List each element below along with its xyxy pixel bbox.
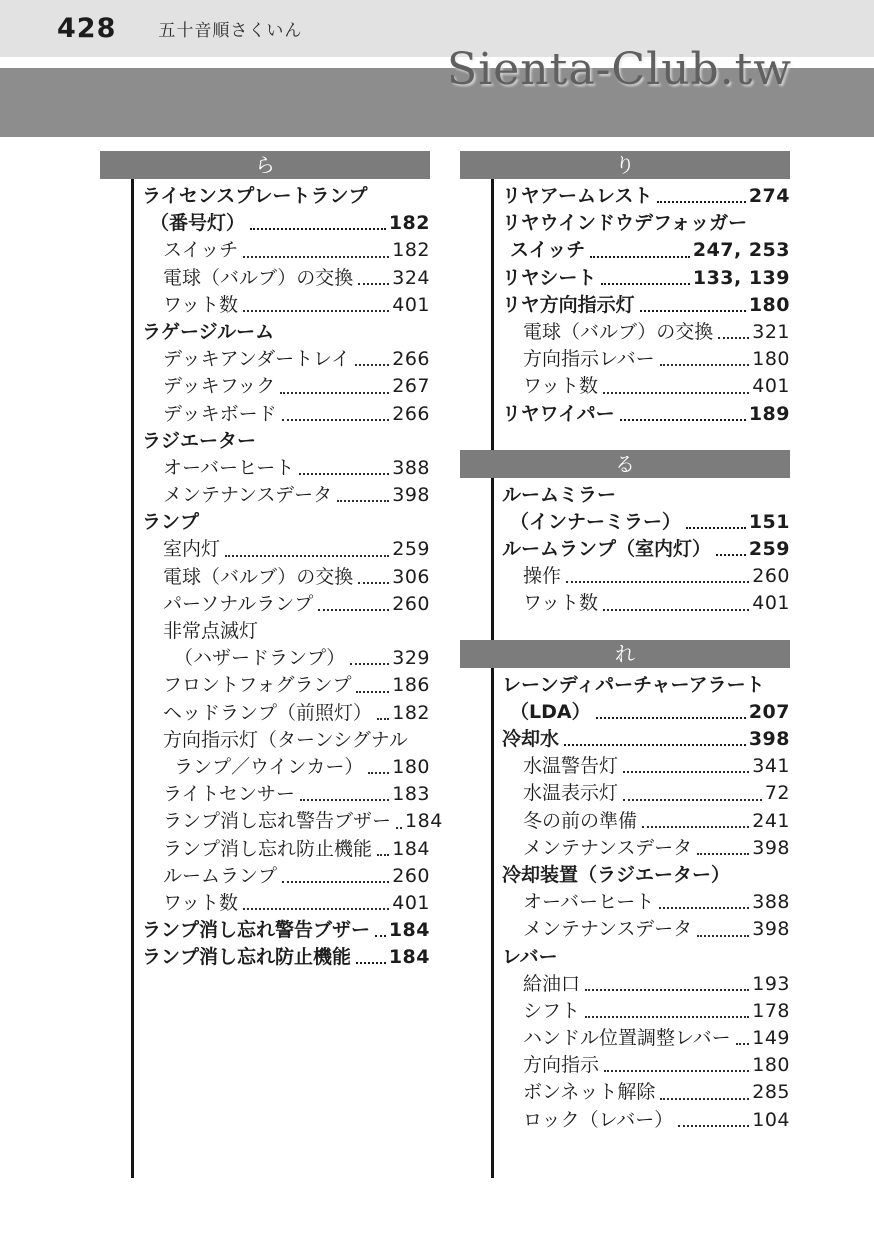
dot-leader [396, 827, 402, 829]
index-entry [100, 373, 430, 400]
dot-leader [585, 989, 749, 991]
dot-leader [604, 1070, 749, 1072]
entry-title: 水温表示灯 [523, 782, 619, 805]
dot-leader [358, 582, 389, 584]
entry-title: デッキフック [163, 375, 276, 398]
index-entry [100, 890, 430, 917]
index-entry [460, 672, 790, 699]
entry-page-number: 401 [752, 375, 790, 398]
entry-page-number: 241 [752, 809, 790, 832]
entry-title: （番号灯） [150, 212, 246, 235]
entry-title: 方向指示灯（ターンシグナル [163, 728, 408, 751]
entry-title: ランプ消し忘れ防止機能 [163, 837, 373, 860]
entry-page-number: 260 [752, 565, 790, 588]
dot-leader [355, 364, 389, 366]
index-entry [460, 183, 790, 210]
entry-title: 冬の前の準備 [523, 809, 638, 832]
dot-leader [642, 826, 749, 828]
index-entry [460, 862, 790, 889]
section-header-bar: る [460, 450, 790, 478]
section-header-bar: り [460, 151, 790, 179]
dot-leader [697, 935, 749, 937]
index-entry [460, 1079, 790, 1106]
dot-leader [243, 908, 389, 910]
index-entry [100, 428, 430, 455]
index-entry [460, 835, 790, 862]
entry-page-number: 285 [752, 1081, 790, 1104]
index-entry [100, 319, 430, 346]
entry-title: （LDA） [510, 700, 591, 723]
entry-list [460, 668, 790, 1134]
entry-title: スイッチ [510, 239, 586, 262]
entry-title: レーンディパーチャーアラート [502, 673, 765, 696]
entry-title: ラゲージルーム [142, 320, 275, 343]
entry-page-number: 266 [392, 348, 430, 371]
entry-title: ワット数 [163, 293, 239, 316]
entry-title: ランプ [142, 511, 200, 534]
index-entry [460, 726, 790, 753]
index-entry [460, 1025, 790, 1052]
entry-title: オーバーヒート [163, 456, 295, 479]
index-entry [460, 210, 790, 237]
entry-title: ヘッドランプ（前照灯） [163, 701, 373, 724]
dot-leader [620, 419, 746, 421]
entry-title: ランプ消し忘れ警告ブザー [142, 919, 371, 942]
entry-title: 冷却水 [502, 728, 560, 750]
entry-page-number: 193 [752, 972, 790, 995]
dot-leader [660, 1098, 749, 1100]
dot-leader [377, 718, 389, 720]
entry-page-number: 398 [752, 836, 790, 859]
entry-title: ワット数 [523, 592, 599, 615]
entry-list [460, 478, 790, 618]
entry-title: スイッチ [163, 239, 239, 262]
entry-title: メンテナンスデータ [523, 918, 693, 941]
index-entry [460, 998, 790, 1025]
dot-leader [356, 691, 389, 693]
dot-leader [623, 799, 762, 801]
dot-leader [585, 1016, 749, 1018]
entry-page-number: 398 [748, 728, 790, 750]
dot-leader [601, 283, 689, 285]
entry-title: メンテナンスデータ [523, 836, 693, 859]
index-entry [460, 699, 790, 726]
dot-leader [250, 228, 386, 230]
entry-title: 非常点滅灯 [163, 620, 259, 642]
entry-page-number: 398 [392, 484, 430, 507]
entry-title: メンテナンスデータ [163, 484, 333, 507]
index-entry [460, 753, 790, 780]
entry-page-number: 149 [752, 1027, 790, 1050]
index-entry [100, 292, 430, 319]
dot-leader [375, 935, 386, 937]
entry-title: デッキアンダートレイ [163, 348, 351, 371]
entry-page-number: 401 [752, 592, 790, 615]
index-entry [100, 754, 430, 781]
entry-title: リヤアームレスト [502, 185, 653, 207]
entry-page-number: 388 [752, 891, 790, 914]
index-entry [460, 265, 790, 292]
dot-leader [243, 310, 389, 312]
dot-leader [678, 1125, 749, 1127]
entry-title: ルームランプ（室内灯） [502, 538, 712, 561]
dot-leader [736, 1043, 750, 1045]
index-entry [460, 563, 790, 590]
entry-page-number: 151 [748, 510, 790, 533]
dot-leader [590, 256, 690, 258]
index-entry [100, 237, 430, 264]
entry-page-number: 266 [392, 402, 430, 425]
dot-leader [659, 907, 749, 909]
entry-page-number: 329 [392, 647, 430, 670]
entry-page-number: 183 [392, 783, 430, 806]
index-entry [100, 509, 430, 536]
dot-leader [596, 717, 746, 719]
index-entry [100, 618, 430, 645]
dot-leader [318, 609, 389, 611]
index-entry [100, 265, 430, 292]
entry-title: ハンドル位置調整レバー [523, 1027, 731, 1050]
dot-leader [603, 392, 749, 394]
entry-page-number: 247, 253 [692, 239, 790, 262]
dot-leader [657, 201, 745, 203]
page-number: 428 [57, 13, 117, 44]
entry-page-number: 401 [392, 891, 430, 914]
dot-leader [640, 310, 746, 312]
entry-title: ランプ消し忘れ防止機能 [142, 946, 352, 969]
dot-leader [356, 962, 386, 964]
column-rule [131, 178, 134, 1178]
entry-page-number: 72 [764, 782, 790, 805]
index-entry [100, 482, 430, 509]
entry-page-number: 259 [392, 538, 430, 561]
index-entry [460, 319, 790, 346]
entry-page-number: 274 [748, 185, 790, 207]
entry-page-number: 401 [392, 293, 430, 316]
index-entry [100, 645, 430, 672]
entry-title: レバー [502, 945, 558, 968]
entry-title: ロック（レバー） [523, 1108, 674, 1131]
index-entry [460, 971, 790, 998]
index-section [460, 151, 790, 428]
entry-title: 方向指示レバー [523, 348, 655, 371]
entry-page-number: 186 [392, 674, 430, 697]
index-entry [460, 916, 790, 943]
index-entry [100, 210, 430, 237]
entry-page-number: 207 [748, 700, 790, 723]
entry-title: リヤ方向指示灯 [502, 293, 635, 316]
index-entry [100, 836, 430, 863]
dot-leader [686, 527, 746, 529]
entry-title: ルームランプ [163, 864, 278, 887]
index-entry [460, 509, 790, 536]
index-entry [100, 781, 430, 808]
entry-page-number: 133, 139 [692, 266, 790, 289]
entry-page-number: 184 [392, 837, 430, 860]
dot-leader [337, 500, 389, 502]
entry-page-number: 321 [752, 320, 790, 343]
entry-title: ランプ消し忘れ警告ブザー [163, 810, 392, 833]
section-header-bar: れ [460, 640, 790, 668]
entry-title: ラジエーター [142, 429, 257, 452]
index-entry [460, 237, 790, 264]
index-entry [100, 944, 430, 971]
entry-page-number: 324 [392, 266, 430, 289]
index-entry [100, 808, 443, 835]
index-entry [460, 401, 790, 428]
entry-page-number: 189 [748, 402, 790, 425]
dot-leader [603, 609, 749, 611]
entry-page-number: 184 [388, 946, 430, 969]
index-entry [460, 808, 790, 835]
index-entry [100, 591, 430, 618]
entry-title: リヤシート [502, 266, 597, 289]
watermark: Sienta-Club.tw [447, 44, 792, 95]
index-entry [100, 564, 430, 591]
entry-page-number: 184 [388, 919, 430, 942]
dot-leader [377, 854, 389, 856]
entry-title: リヤウインドウデフォッガー [502, 212, 748, 235]
dot-leader [368, 772, 389, 774]
section-header-bar: ら [100, 151, 430, 179]
entry-title: 給油口 [523, 972, 581, 995]
entry-title: リヤワイパー [502, 402, 615, 425]
dot-leader [718, 337, 749, 339]
column-rule [491, 178, 494, 1178]
index-entry [460, 536, 790, 563]
index-entry [460, 944, 790, 971]
entry-title: ワット数 [163, 891, 239, 914]
entry-title: オーバーヒート [523, 891, 655, 914]
index-entry [100, 917, 430, 944]
entry-page-number: 267 [392, 375, 430, 398]
index-entry [460, 780, 790, 807]
entry-page-number: 182 [392, 701, 430, 724]
entry-page-number: 259 [748, 538, 790, 561]
index-entry [460, 590, 790, 617]
entry-page-number: 306 [392, 565, 430, 588]
dot-leader [623, 771, 749, 773]
entry-title: 冷却装置（ラジエーター） [502, 863, 731, 886]
entry-title: ボンネット解除 [523, 1081, 656, 1104]
entry-title: 電球（バルブ）の交換 [523, 320, 714, 343]
entry-page-number: 180 [748, 293, 790, 316]
entry-title: 電球（バルブ）の交換 [163, 565, 354, 588]
index-entry [460, 889, 790, 916]
entry-title: 室内灯 [163, 538, 221, 561]
entry-title: フロントフォグランプ [163, 674, 352, 697]
dot-leader [566, 581, 749, 583]
entry-title: ライセンスプレートランプ [142, 185, 368, 207]
entry-page-number: 184 [405, 810, 443, 833]
entry-page-number: 182 [392, 239, 430, 262]
dot-leader [282, 419, 390, 421]
entry-title: 水温警告灯 [523, 755, 619, 778]
entry-page-number: 182 [388, 212, 430, 235]
entry-page-number: 180 [752, 348, 790, 371]
entry-page-number: 398 [752, 918, 790, 941]
dot-leader [358, 283, 389, 285]
entry-title: シフト [523, 999, 581, 1022]
entry-title: （インナーミラー） [510, 510, 682, 533]
entry-title: ライトセンサー [163, 783, 295, 806]
index-entry [100, 183, 430, 210]
dot-leader [350, 663, 389, 665]
index-entry [100, 455, 430, 482]
entry-title: ランプ／ウインカー） [174, 755, 364, 778]
entry-list [100, 179, 443, 971]
dot-leader [300, 799, 389, 801]
entry-page-number: 260 [392, 592, 430, 615]
index-entry [460, 1052, 790, 1079]
dot-leader [225, 555, 389, 557]
entry-title: デッキボード [163, 402, 277, 425]
index-entry [460, 482, 790, 509]
index-entry [100, 401, 430, 428]
index-entry [100, 727, 430, 754]
entry-title: ルームミラー [502, 483, 617, 506]
entry-page-number: 388 [392, 456, 430, 479]
entry-page-number: 260 [392, 864, 430, 887]
dot-leader [697, 853, 749, 855]
dot-leader [243, 256, 389, 258]
index-entry [100, 536, 430, 563]
index-entry [100, 700, 430, 727]
dot-leader [660, 364, 750, 366]
entry-page-number: 180 [752, 1054, 790, 1077]
index-section [460, 450, 790, 618]
entry-title: （ハザードランプ） [174, 647, 346, 670]
entry-title: 操作 [523, 565, 562, 588]
dot-leader [280, 392, 389, 394]
entry-list [460, 179, 790, 428]
index-entry [460, 292, 790, 319]
index-entry [100, 863, 430, 890]
index-entry [460, 373, 790, 400]
entry-page-number: 341 [752, 755, 790, 778]
index-section [100, 151, 443, 971]
index-entry [100, 346, 430, 373]
entry-title: パーソナルランプ [163, 592, 314, 615]
page-header-title: 五十音順さくいん [158, 21, 303, 41]
index-section [460, 640, 790, 1134]
dot-leader [282, 881, 389, 883]
entry-page-number: 104 [752, 1108, 790, 1131]
entry-page-number: 178 [752, 999, 790, 1022]
entry-title: 電球（バルブ）の交換 [163, 266, 354, 289]
index-entry [460, 1107, 790, 1134]
entry-page-number: 180 [392, 755, 430, 778]
dot-leader [716, 554, 746, 556]
index-entry [460, 346, 790, 373]
entry-title: 方向指示 [523, 1054, 600, 1077]
index-column-right [460, 151, 790, 1178]
dot-leader [564, 744, 746, 746]
entry-title: ワット数 [523, 375, 599, 398]
index-column-left [100, 151, 443, 1178]
index-entry [100, 672, 430, 699]
dot-leader [299, 473, 389, 475]
